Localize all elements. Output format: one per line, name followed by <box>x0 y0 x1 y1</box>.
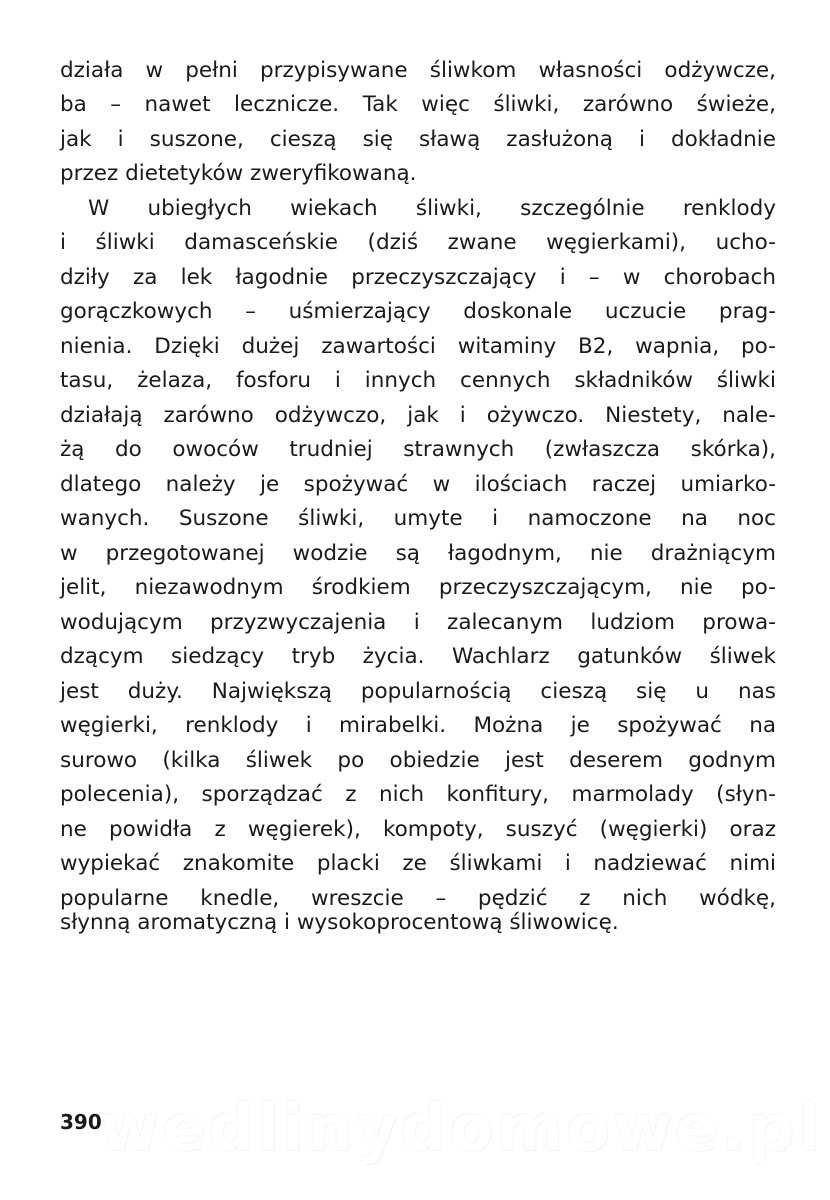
text-line-23: ne powidła z węgierek), kompoty, suszyć (węgierki) oraz <box>60 817 776 842</box>
text-line-8: gorączkowych – uśmierzający doskonale uczucie prag- <box>60 299 776 324</box>
text-line-25: popularne knedle, wreszcie – pędzić z nich wódkę, <box>60 886 776 911</box>
text-line-10: tasu, żelaza, fosforu i innych cennych składników śliwki <box>60 368 776 393</box>
text-line-4: przez dietetyków zweryfikowaną. <box>60 161 417 186</box>
text-line-24: wypiekać znakomite placki ze śliwkami i nadziewać nimi <box>60 851 776 876</box>
text-line-9: nienia. Dzięki dużej zawartości witaminy B2, wapnia, po- <box>60 334 776 359</box>
text-line-18: dzącym siedzący tryb życia. Wachlarz gatunków śliwek <box>60 644 776 669</box>
text-line-26: słynną aromatyczną i wysokoprocentową śliwowicę. <box>60 910 619 935</box>
text-line-19: jest duży. Największą popularnością cieszą się u nas <box>60 679 776 704</box>
text-line-5: W ubiegłych wiekach śliwki, szczególnie renklody <box>88 196 776 221</box>
text-line-6: i śliwki damasceńskie (dziś zwane węgierkami), ucho- <box>60 230 776 255</box>
text-line-16: jelit, niezawodnym środkiem przeczyszczającym, nie po- <box>60 575 776 600</box>
text-line-3: jak i suszone, cieszą się sławą zasłużoną i dokładnie <box>60 127 776 152</box>
text-line-13: dlatego należy je spożywać w ilościach raczej umiarko- <box>60 472 776 497</box>
text-line-14: wanych. Suszone śliwki, umyte i namoczone na noc <box>60 506 776 531</box>
text-line-7: dziły za lek łagodnie przeczyszczający i – w chorobach <box>60 265 776 290</box>
page-number: 390 <box>60 1110 102 1134</box>
text-line-12: żą do owoców trudniej strawnych (zwłaszcza skórka), <box>60 437 776 462</box>
text-line-17: wodującym przyzwyczajenia i zalecanym ludziom prowa- <box>60 610 776 635</box>
text-line-20: węgierki, renklody i mirabelki. Można je spożywać na <box>60 713 776 738</box>
watermark: wedlinydomowe.pl <box>100 1092 823 1166</box>
text-line-1: działa w pełni przypisywane śliwkom własności odżywcze, <box>60 58 776 83</box>
text-line-15: w przegotowanej wodzie są łagodnym, nie drażniącym <box>60 541 776 566</box>
text-line-11: działają zarówno odżywczo, jak i ożywczo. Niestety, nale- <box>60 403 776 428</box>
text-line-21: surowo (kilka śliwek po obiedzie jest deserem godnym <box>60 748 776 773</box>
text-line-22: polecenia), sporządzać z nich konfitury, marmolady (słyn- <box>60 782 776 807</box>
text-line-2: ba – nawet lecznicze. Tak więc śliwki, zarówno świeże, <box>60 92 776 117</box>
